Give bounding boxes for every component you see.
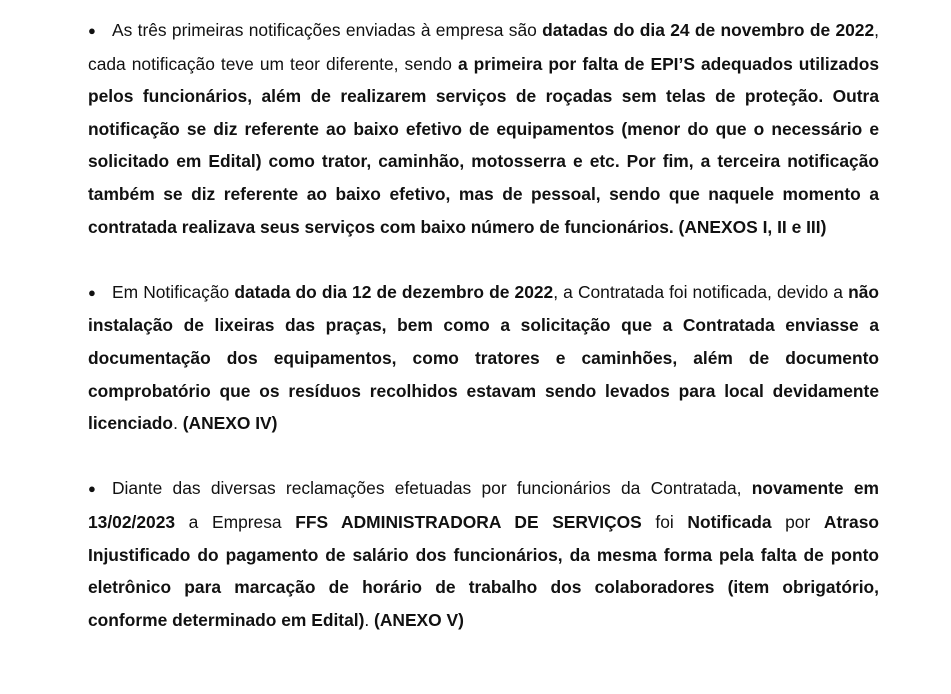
text-segment-bold: (ANEXO V)	[374, 609, 464, 630]
bullet-item-notification-december	[88, 276, 879, 440]
text-segment: .	[364, 609, 375, 630]
text-segment: foi	[641, 511, 688, 532]
text-segment: Em Notificação	[112, 281, 235, 302]
bullet-icon: ●	[88, 481, 96, 497]
text-segment: Diante das diversas reclamações efetuadas por funcionários da Contratada,	[112, 478, 752, 499]
text-segment-bold: novamente em 13/02/2023	[88, 478, 879, 532]
text-segment-bold: (ANEXO IV)	[182, 413, 278, 434]
text-segment-bold: Atraso Injustificado do pagamento de salário dos funcionários, da mesma forma pela falta de ponto eletrônico para marcação de horário de trabalho dos colaboradores (item obrigatório, conforme determinado em Edital)	[88, 511, 879, 630]
text-segment: por	[771, 511, 824, 532]
text-segment-bold: Notificada	[687, 511, 772, 532]
document-body	[88, 14, 879, 636]
text-segment: , a Contratada foi notificada, devido a	[553, 281, 849, 302]
bullet-icon: ●	[88, 284, 96, 300]
text-segment: , cada notificação teve um teor diferente, sendo	[88, 20, 879, 74]
bullet-item-notification-february	[88, 472, 879, 636]
text-segment: .	[173, 413, 183, 434]
bullet-icon: ●	[88, 23, 96, 38]
text-segment-bold: a primeira por falta de EPI’S adequados utilizados pelos funcionários, além de realizarem serviços de roçadas sem telas de proteção. Outra notificação se diz referente ao baixo efetivo de equipamentos (menor do que o necessário e solicitado em Edital) como trator, caminhão, motosserra e etc. Por fim, a terceira notificação também se diz referente ao baixo efetivo, mas de pessoal, sendo que naquele momento a contratada realizava seus serviços com baixo número de funcionários. (ANEXOS I, II e III)	[88, 53, 879, 237]
text-segment-bold: FFS ADMINISTRADORA DE SERVIÇOS	[295, 511, 642, 532]
text-segment-bold: datada do dia 12 de dezembro de 2022	[234, 281, 554, 302]
bullet-item-notifications-november	[88, 14, 879, 243]
text-segment-bold: datadas do dia 24 de novembro de 2022	[542, 20, 875, 40]
text-segment: a Empresa	[175, 511, 296, 532]
text-segment: As três primeiras notificações enviadas à empresa são	[112, 20, 543, 40]
text-segment-bold: não instalação de lixeiras das praças, bem como a solicitação que a Contratada enviasse a documentação dos equipamentos, como tratores e caminhões, além de documento comprobatório que os resíduos recolhidos estavam sendo levados para local devidamente licenciado	[88, 281, 879, 434]
